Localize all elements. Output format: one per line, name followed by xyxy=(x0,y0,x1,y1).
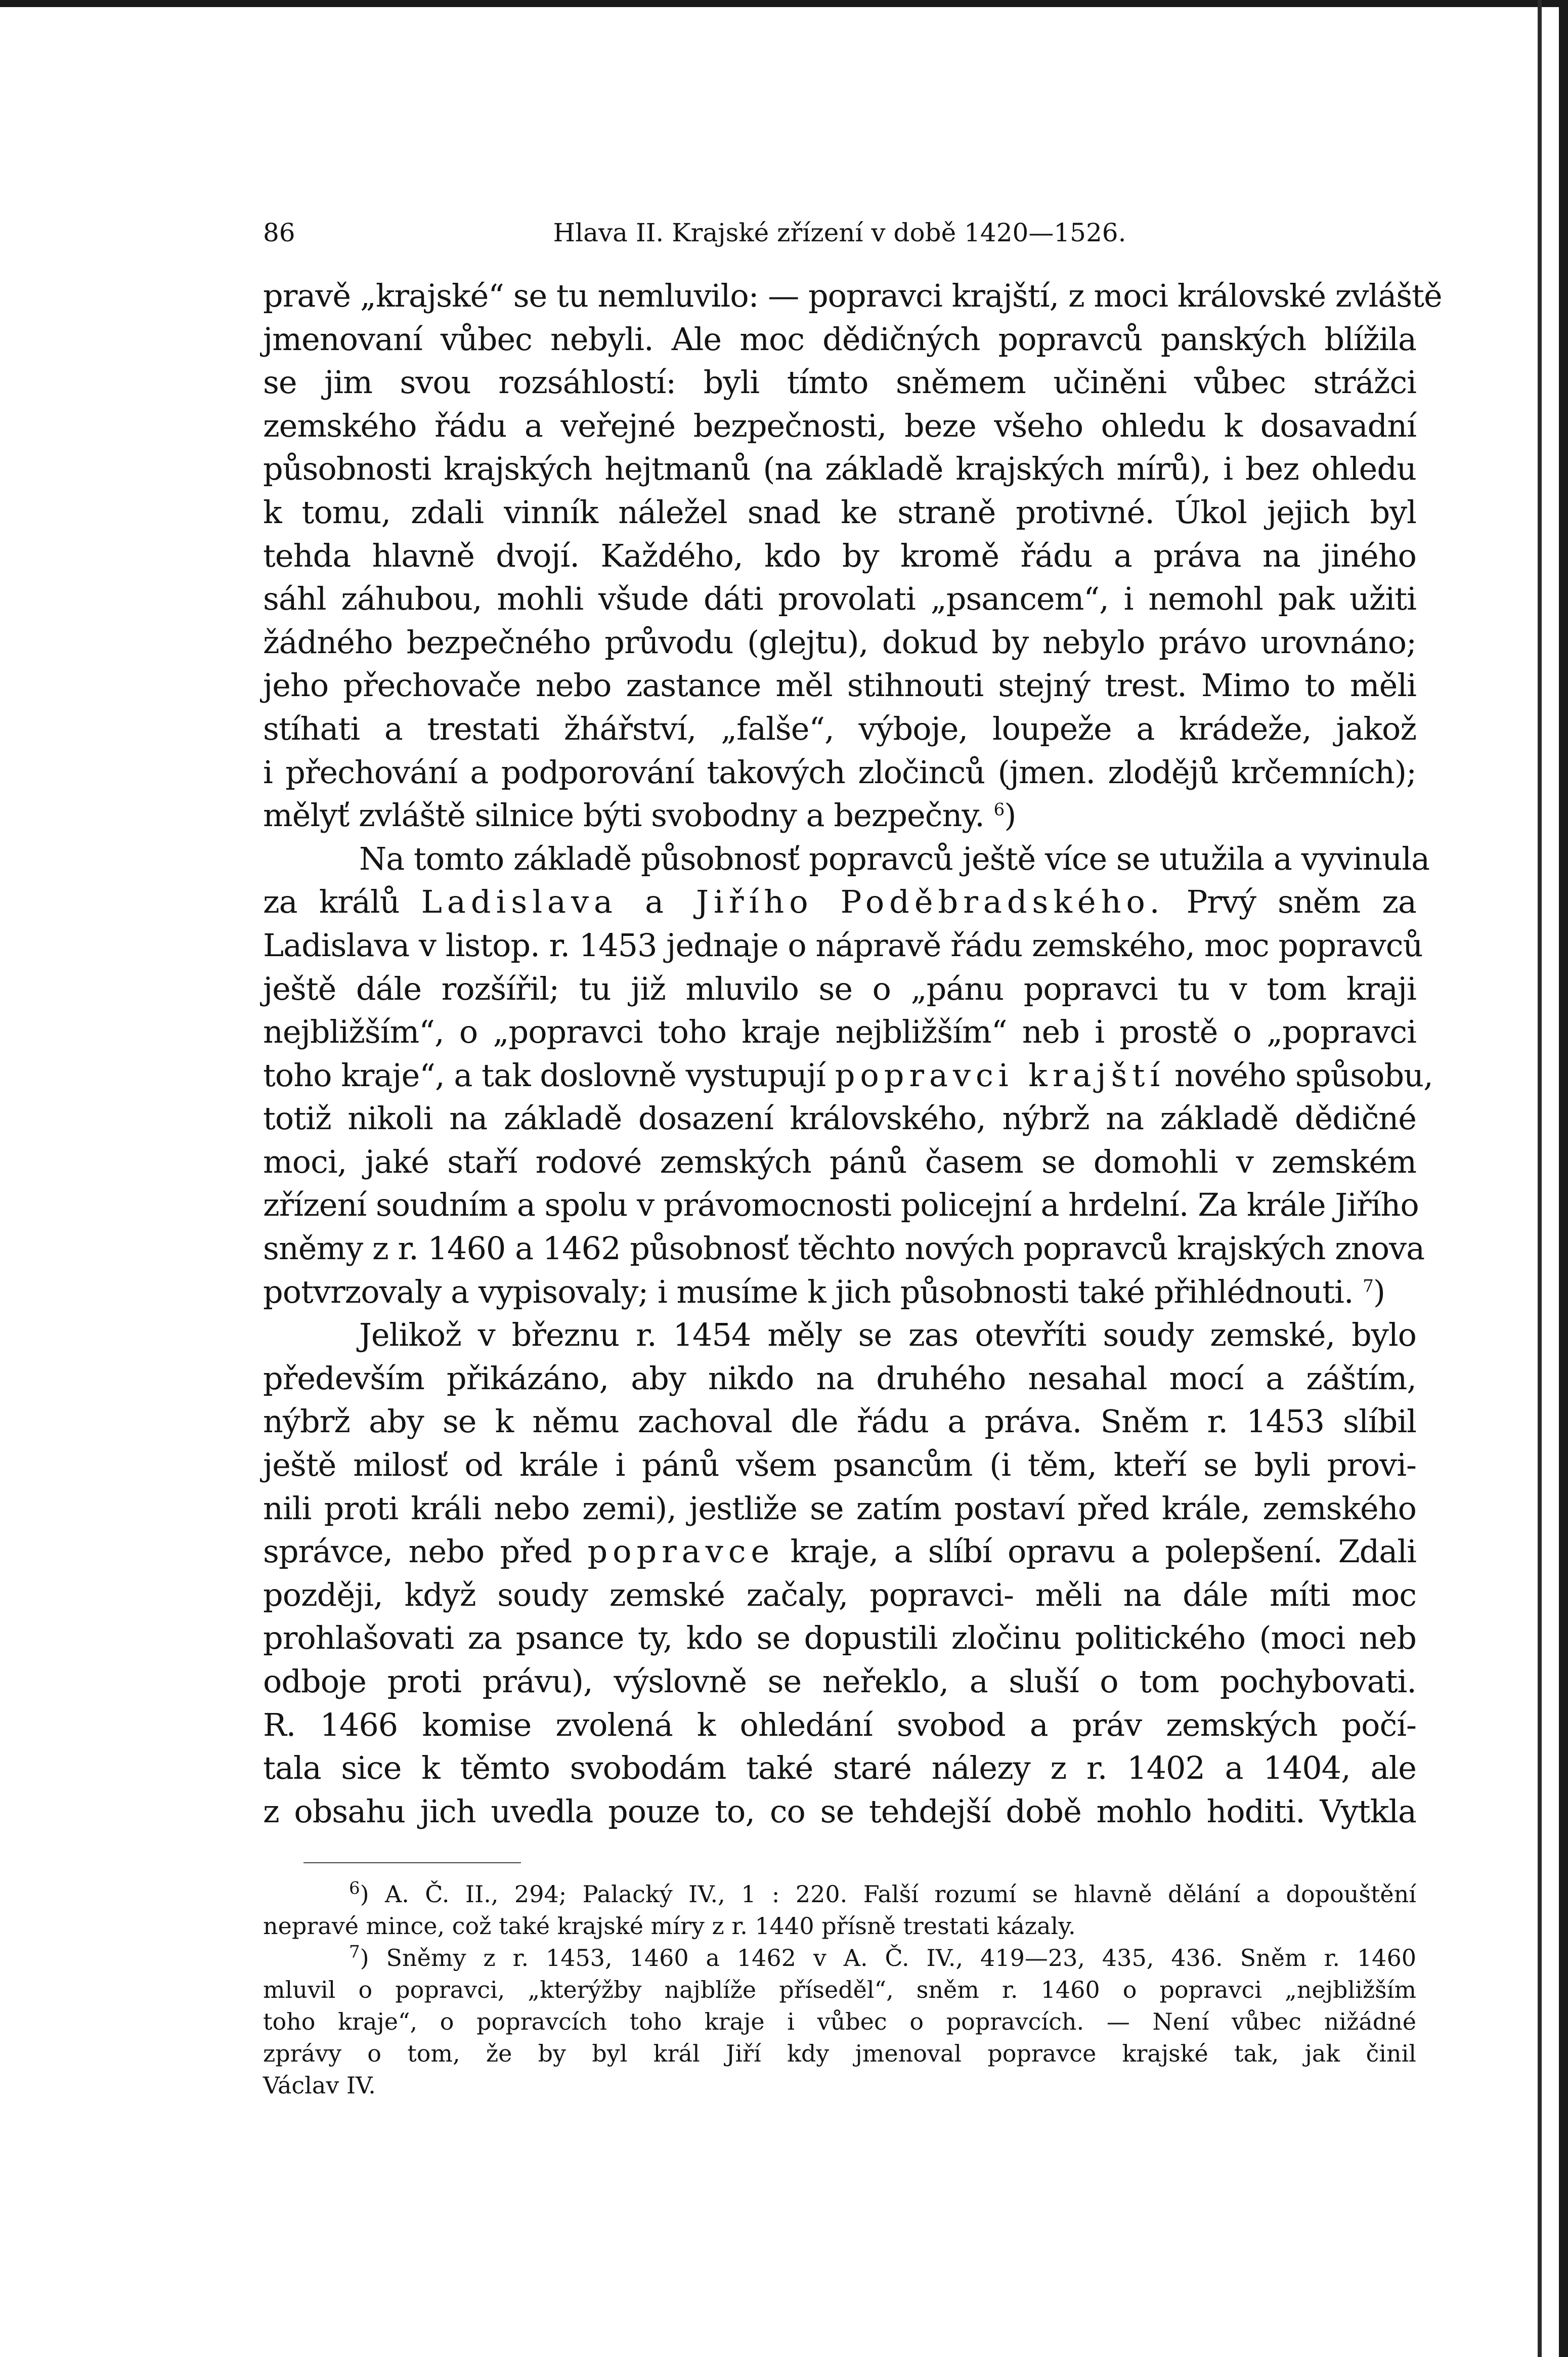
text-line xyxy=(263,1530,1416,1573)
text-line: Ladislava v listop. r. 1453 jednaje o nápravě řádu zemského, moc popravců xyxy=(263,926,1423,964)
text-line: působnosti krajských hejtmanů (na základě krajských mírů), i bez ohledu xyxy=(263,450,1416,488)
scan-edge-right-inner xyxy=(1538,0,1542,2357)
footnote-6-mark: 6 xyxy=(349,1878,360,1899)
text-line: potvrzovaly a vypisovaly; i musíme k jich působnosti také přihlédnouti. $^7$) xyxy=(263,1273,1385,1310)
body-text xyxy=(263,274,1442,1833)
footnote-6-line xyxy=(263,1878,1416,1910)
text-line: později, když soudy zemské začaly, popravci- měli na dále míti moc xyxy=(263,1576,1416,1613)
text-line: i přechování a podporování takových zločinců (jmen. zlodějů krčemních); xyxy=(263,753,1416,791)
text-line: ještě dále rozšířil; tu již mluvilo se o „pánu popravci tu v tom kraji xyxy=(263,970,1416,1007)
text-line: z obsahu jich uvedla pouze to, co se tehdejší době mohlo hoditi. Vytkla xyxy=(263,1792,1416,1830)
text-line: tehda hlavně dvojí. Každého, kdo by kromě řádu a práva na jiného xyxy=(263,537,1416,574)
text-line: sáhl záhubou, mohli všude dáti provolati „psancem“, i nemohl pak užiti xyxy=(263,580,1416,618)
text-line: R. 1466 komise zvolená k ohledání svobod a práv zemských počí- xyxy=(263,1706,1416,1743)
text-line: stíhati a trestati žhářství, „falše“, výboje, loupeže a krádeže, jakož xyxy=(263,710,1416,747)
text-fragment: mělyť zvláště silnice býti svobodny a bezpečny. xyxy=(263,797,984,834)
footnote-text: ) A. Č. II., 294; Palacký IV., 1 : 220. Falší rozumí se hlavně dělání a dopouštění xyxy=(360,1880,1416,1908)
text-line: jeho přechovače nebo zastance měl stihnouti stejný trest. Mimo to měli xyxy=(263,667,1416,704)
text-line xyxy=(263,880,1416,924)
chapter-title: Hlava II. Krajské zřízení v době 1420—1526. xyxy=(553,218,1126,247)
text-fragment: toho kraje“, a tak doslovně vystupují xyxy=(263,1056,825,1094)
text-line: se jim svou rozsáhlostí: byli tímto sněmem učiněni vůbec strážci xyxy=(263,364,1416,401)
popravci-krajsti-spaced: popravci krajští xyxy=(835,1056,1165,1094)
footnotes xyxy=(263,1878,1416,2102)
footnote-7-line xyxy=(263,1942,1416,1974)
paragraph-start-line: Na tomto základě působnosť popravců ještě více se utužila a vyvinula xyxy=(359,840,1430,877)
text-line xyxy=(263,1054,1433,1097)
text-line: tala sice k těmto svobodám také staré nálezy z r. 1402 a 1404, ale xyxy=(263,1749,1416,1787)
text-fragment: potvrzovaly a vypisovaly; i musíme k jich působnosti také přihlédnouti. xyxy=(263,1273,1354,1310)
text-line: nili proti králi nebo zemi), jestliže se zatím postaví před krále, zemského xyxy=(263,1489,1416,1527)
text-line: žádného bezpečného průvodu (glejtu), dokud by nebylo právo urovnáno; xyxy=(263,623,1416,661)
text-line: zemského řádu a veřejné bezpečnosti, beze všeho ohledu k dosavadní xyxy=(263,407,1416,444)
footnote-7-line: toho kraje“, o popravcích toho kraje i vůbec o popravcích. — Není vůbec nižádné xyxy=(263,2008,1416,2036)
text-fragment: Prvý sněm za xyxy=(1186,883,1416,921)
footnote-divider xyxy=(303,1862,521,1863)
footnote-6-line: nepravé mince, což také krajské míry z r. 1440 přísně trestati kázaly. xyxy=(263,1912,1076,1940)
footnote-7-line: Václav IV. xyxy=(263,2072,376,2099)
footnote-ref-7: 7 xyxy=(1363,1276,1373,1296)
text-line: prohlašovati za psance ty, kdo se dopustili zločinu politického (moci neb xyxy=(263,1619,1416,1657)
text-line: moci, jaké staří rodové zemských pánů časem se domohli v zemském xyxy=(263,1143,1416,1180)
footnote-7-line: mluvil o popravci, „kterýžby najblíže příseděl“, sněm r. 1460 o popravci „nejbližším xyxy=(263,1976,1416,2004)
text-fragment: správce, nebo před xyxy=(263,1533,572,1570)
paragraph-start-line: Jelikož v březnu r. 1454 měly se zas otevříti soudy zemské, bylo xyxy=(359,1316,1416,1354)
text-line: sněmy z r. 1460 a 1462 působnosť těchto nových popravců krajských znova xyxy=(263,1230,1425,1267)
text-line: mělyť zvláště silnice býti svobodny a bezpečny. $^6$) xyxy=(263,797,1016,834)
footnote-7-mark: 7 xyxy=(349,1942,360,1963)
text-line: jmenovaní vůbec nebyli. Ale moc dědičných popravců panských blížila xyxy=(263,320,1416,358)
page-number: 86 xyxy=(263,218,295,247)
kings-names-spaced: Ladislava a Jiřího Poděbradského. xyxy=(421,883,1165,921)
text-fragment: kraje, a slíbí opravu a polepšení. Zdali xyxy=(790,1533,1416,1570)
text-line: odboje proti právu), výslovně se neřeklo, a sluší o tom pochybovati. xyxy=(263,1663,1416,1700)
text-fragment: nového spůsobu, xyxy=(1174,1056,1433,1094)
scan-edge-top xyxy=(0,0,1568,7)
footnote-7-line: zprávy o tom, že by byl král Jiří kdy jmenoval popravce krajské tak, jak činil xyxy=(263,2040,1416,2068)
footnote-text: ) Sněmy z r. 1453, 1460 a 1462 v A. Č. IV., 419—23, 435, 436. Sněm r. 1460 xyxy=(360,1944,1416,1972)
text-line: nejbližším“, o „popravci toho kraje nejbližším“ neb i prostě o „popravci xyxy=(263,1013,1416,1051)
text-line: zřízení soudním a spolu v právomocnosti policejní a hrdelní. Za krále Jiřího xyxy=(263,1186,1419,1224)
text-line: nýbrž aby se k němu zachoval dle řádu a práva. Sněm r. 1453 slíbil xyxy=(263,1403,1416,1440)
popravce-spaced: popravce xyxy=(587,1533,775,1570)
footnote-ref-6: 6 xyxy=(993,799,1005,820)
text-fragment: za králů xyxy=(263,883,400,921)
text-line: ještě milosť od krále i pánů všem psancům (i těm, kteří se byli provi- xyxy=(263,1446,1416,1484)
text-line: totiž nikoli na základě dosazení královského, nýbrž na základě dědičné xyxy=(263,1100,1416,1137)
running-head xyxy=(263,212,1416,253)
book-page xyxy=(263,212,1442,2102)
text-line: k tomu, zdali vinník náležel snad ke straně protivné. Úkol jejich byl xyxy=(263,493,1416,531)
text-line: pravě „krajské“ se tu nemluvilo: — popravci krajští, z moci královské zvláště xyxy=(263,277,1442,314)
text-line: především přikázáno, aby nikdo na druhého nesahal mocí a záštím, xyxy=(263,1359,1416,1397)
scan-edge-right xyxy=(1559,0,1568,2357)
